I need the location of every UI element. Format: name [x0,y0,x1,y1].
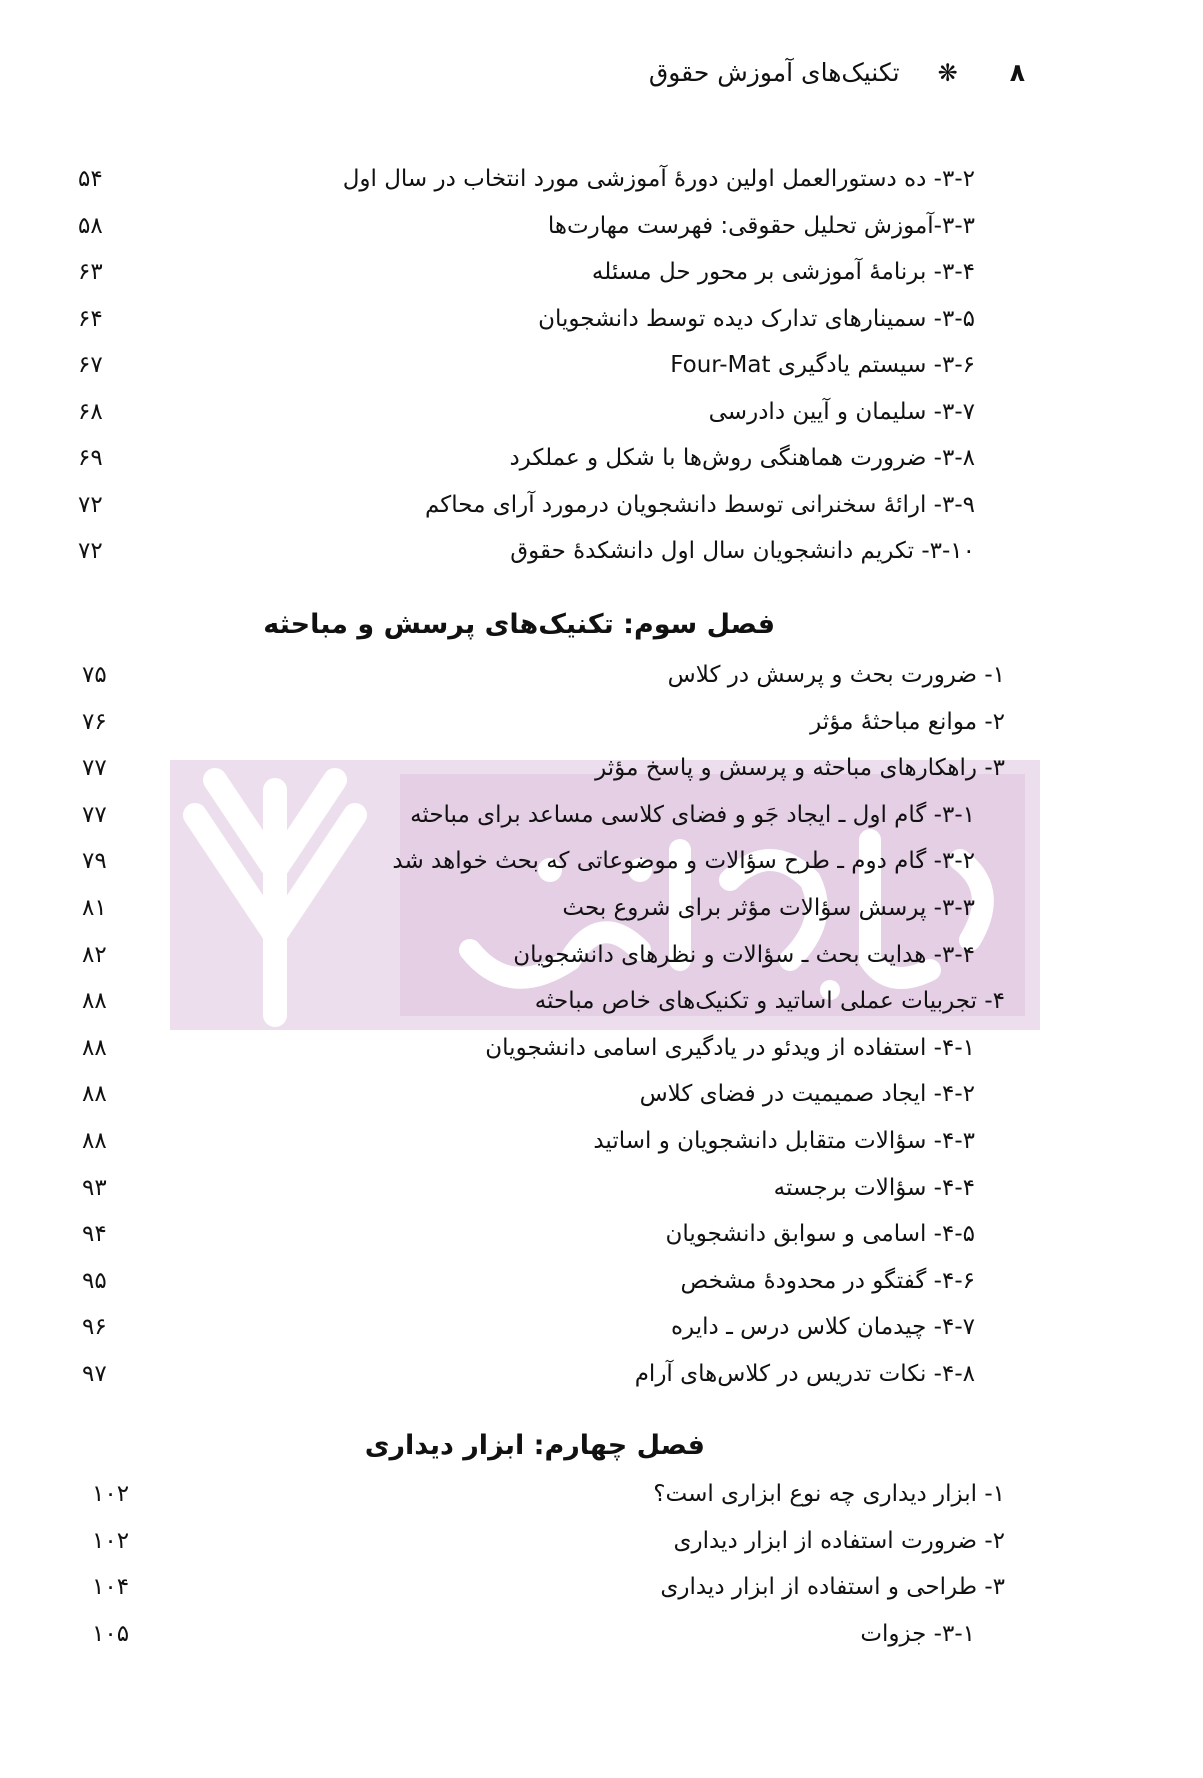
toc-entry-label: ۴-۱- استفاده از ویدئو در یادگیری اسامی دانشجویان [485,1034,975,1061]
ornament-icon: ❋ [937,58,958,87]
toc-entry-page-number: ۸۸ [82,1128,107,1154]
toc-entry-page-number: ۹۷ [82,1361,107,1387]
toc-entry-label: ۴-۳- سؤالات متقابل دانشجویان و اساتید [593,1128,975,1154]
toc-entry-label: ۱- ضرورت بحث و پرسش در کلاس [667,662,1005,688]
toc-entry-page-number: ۱۰۲ [92,1481,130,1507]
toc-entry-page-number: ۶۷ [78,352,103,378]
toc-entry-label: ۳-۶- سیستم یادگیری Four-Mat [670,352,975,378]
toc-entry-label: ۳-۳- پرسش سؤالات مؤثر برای شروع بحث [562,895,975,921]
toc-entry-label: ۳-۳-آموزش تحلیل حقوقی: فهرست مهارت‌ها [547,212,975,239]
toc-entry-page-number: ۹۵ [82,1267,107,1294]
toc-entry-page-number: ۱۰۴ [92,1574,130,1600]
toc-entry-page-number: ۷۷ [82,801,107,828]
chapter-4-heading: فصل چهارم: ابزار دیداری [364,1430,705,1461]
toc-entry-page-number: ۸۸ [82,988,107,1015]
toc-entry-label: ۴-۵- اسامی و سوابق دانشجویان [665,1221,975,1248]
toc-entry-label: ۳-۸- ضرورت هماهنگی روش‌ها با شکل و عملکرد [509,445,975,471]
toc-entry-label: ۴-۶- گفتگو در محدودۀ مشخص [680,1267,975,1294]
toc-entry-label: ۲- ضرورت استفاده از ابزار دیداری [673,1527,1005,1554]
toc-entry-label: ۳- طراحی و استفاده از ابزار دیداری [660,1574,1005,1600]
toc-entry-label: ۳-۹- ارائۀ سخنرانی توسط دانشجویان درمورد آرای محاکم [424,491,975,518]
toc-entry-label: ۴-۲- ایجاد صمیمیت در فضای کلاس [639,1081,975,1108]
toc-entry-label: ۳-۴- برنامۀ آموزشی بر محور حل مسئله [591,259,975,285]
toc-entry-label: ۳-۱- جزوات [860,1620,975,1647]
toc-entry-label: ۳-۴- هدایت بحث ـ سؤالات و نظرهای دانشجویان [513,941,975,968]
toc-entry-label: ۳-۱۰- تکریم دانشجویان سال اول دانشکدۀ حقوق [510,538,975,564]
toc-entry-page-number: ۷۲ [78,491,103,518]
toc-entry-page-number: ۹۴ [82,1221,107,1248]
toc-entry-label: ۴-۸- نکات تدریس در کلاس‌های آرام [634,1361,975,1387]
toc-entry-page-number: ۵۴ [78,166,103,192]
toc-entry-page-number: ۶۳ [78,259,103,285]
toc-entry-label: ۳-۱- گام اول ـ ایجاد جَو و فضای کلاسی مساعد برای مباحثه [410,801,975,828]
toc-entry-label: ۲- موانع مباحثۀ مؤثر [810,708,1005,735]
toc-entry-page-number: ۷۲ [78,538,103,564]
toc-entry-page-number: ۶۹ [78,445,103,471]
page-header [649,58,1025,87]
toc-entry-page-number: ۷۶ [82,708,107,735]
toc-entry-page-number: ۸۱ [82,895,107,921]
toc-entry-page-number: ۹۶ [82,1314,107,1341]
toc-entry-label: ۳-۲- ده دستورالعمل اولین دورۀ آموزشی مورد انتخاب در سال اول [342,166,975,192]
toc-entry-label: ۳-۲- گام دوم ـ طرح سؤالات و موضوعاتی که بحث خواهد شد [392,848,975,875]
toc-entry-page-number: ۷۷ [82,755,107,782]
toc-entry-page-number: ۵۸ [78,212,103,239]
toc-entry-label: ۳-۷- سلیمان و آیین دادرسی [708,398,975,425]
toc-entry-page-number: ۹۳ [82,1174,107,1201]
toc-entry-page-number: ۸۸ [82,1034,107,1061]
toc-entry-page-number: ۸۲ [82,941,107,968]
toc-entry-label: ۳-۵- سمینارهای تدارک دیده توسط دانشجویان [538,305,975,332]
running-title: تکنیک‌های آموزش حقوق [648,58,900,87]
toc-entry-page-number: ۱۰۲ [92,1527,130,1554]
toc-entry-page-number: ۷۵ [82,662,107,688]
page-number: ۸ [1009,58,1025,87]
toc-entry-page-number: ۷۹ [82,848,107,875]
toc-entry-label: ۴-۷- چیدمان کلاس درس ـ دایره [670,1314,975,1341]
toc-entry-page-number: ۱۰۵ [92,1620,130,1647]
toc-entry-page-number: ۶۴ [78,305,103,332]
chapter-3-heading: فصل سوم: تکنیک‌های پرسش و مباحثه [263,609,775,640]
toc-entry-page-number: ۶۸ [78,398,103,425]
toc-entry-label: ۳- راهکارهای مباحثه و پرسش و پاسخ مؤثر [595,755,1005,782]
toc-entry-label: ۴-۴- سؤالات برجسته [773,1174,975,1201]
toc-entry-page-number: ۸۸ [82,1081,107,1108]
toc-entry-label: ۱- ابزار دیداری چه نوع ابزاری است؟ [653,1481,1005,1507]
toc-entry-label: ۴- تجربیات عملی اساتید و تکنیک‌های خاص مباحثه [534,988,1005,1015]
